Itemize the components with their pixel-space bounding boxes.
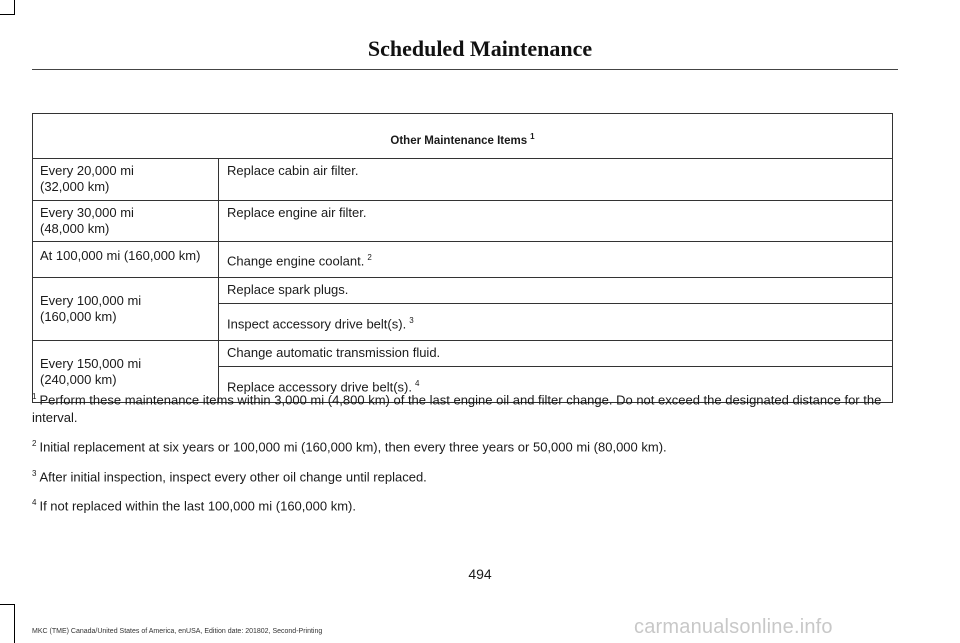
interval-line1: Every 30,000 mi: [40, 205, 134, 220]
footnote: [32, 494, 898, 515]
table-row: [33, 278, 893, 304]
table-row: [33, 159, 893, 201]
footnote-ref: 2: [367, 253, 372, 262]
item-text: Inspect accessory drive belt(s).: [227, 316, 407, 332]
item-cell: [219, 201, 893, 242]
footnote: [32, 388, 898, 427]
maintenance-table: [32, 113, 893, 403]
footnote: [32, 465, 898, 486]
interval-line2: (32,000 km): [40, 179, 110, 194]
footnote-text: If not replaced within the last 100,000 mi (160,000 km).: [39, 498, 356, 514]
item-text: Replace accessory drive belt(s).: [227, 379, 412, 395]
footnote-ref: 1: [530, 131, 535, 141]
interval-line1: Every 150,000 mi: [40, 355, 142, 371]
footnote-mark: 1: [32, 392, 37, 401]
interval-line1: Every 100,000 mi: [40, 293, 142, 308]
watermark: carmanualsonline.info: [634, 616, 833, 638]
footnote-mark: 3: [32, 468, 37, 478]
item-cell: [219, 159, 893, 201]
interval-cell: [33, 159, 219, 201]
item-text: Replace spark plugs.: [227, 282, 349, 297]
item-text: Change automatic transmission fluid.: [227, 345, 441, 360]
interval-cell: [33, 242, 219, 278]
interval-line2: (48,000 km): [40, 221, 110, 236]
table-header: [33, 114, 893, 159]
item-text: Change engine coolant.: [227, 253, 365, 269]
crop-mark-top-left: [0, 0, 15, 15]
footnote: [32, 435, 898, 456]
footnote-mark: 2: [32, 439, 37, 449]
item-cell: [219, 304, 893, 341]
footnote-text: Initial replacement at six years or 100,000 mi (160,000 km), then every three years or 50,000 mi (80,000 km).: [39, 439, 667, 455]
table-header-row: [33, 114, 893, 159]
interval-line2: (240,000 km): [40, 371, 117, 387]
title-rule: [32, 69, 898, 70]
item-cell: [219, 242, 893, 278]
interval-line1: Every 20,000 mi: [40, 163, 134, 178]
table-header-label: Other Maintenance Items: [390, 134, 528, 147]
interval-line1: At 100,000 mi (160,000 km): [40, 248, 201, 263]
interval-line2: (160,000 km): [40, 309, 117, 324]
footnote-text: After initial inspection, inspect every other oil change until replaced.: [39, 468, 427, 484]
interval-cell: [33, 201, 219, 242]
footnote-ref: 3: [409, 316, 414, 325]
footnotes: [32, 388, 898, 523]
page-number: 494: [468, 566, 492, 582]
item-text: Replace cabin air filter.: [227, 163, 359, 178]
edition-footer: MKC (TME) Canada/United States of America, enUSA, Edition date: 201802, Second-Printing: [32, 628, 323, 635]
page-title: Scheduled Maintenance: [367, 36, 593, 61]
item-cell: [219, 278, 893, 304]
item-text: Replace engine air filter.: [227, 205, 367, 220]
footnote-ref: 4: [414, 379, 420, 388]
crop-mark-bottom-left: [0, 604, 15, 643]
table-row: [33, 242, 893, 278]
table-row: [33, 341, 893, 367]
interval-cell: [33, 278, 219, 341]
item-cell: [219, 341, 893, 367]
footnote-mark: 4: [32, 497, 37, 507]
footnote-text: Perform these maintenance items within 3,000 mi (4,800 km) of the last engine oil and filter change. Do not exceed the designated distance for the interval.: [32, 392, 882, 426]
table-row: [33, 201, 893, 242]
